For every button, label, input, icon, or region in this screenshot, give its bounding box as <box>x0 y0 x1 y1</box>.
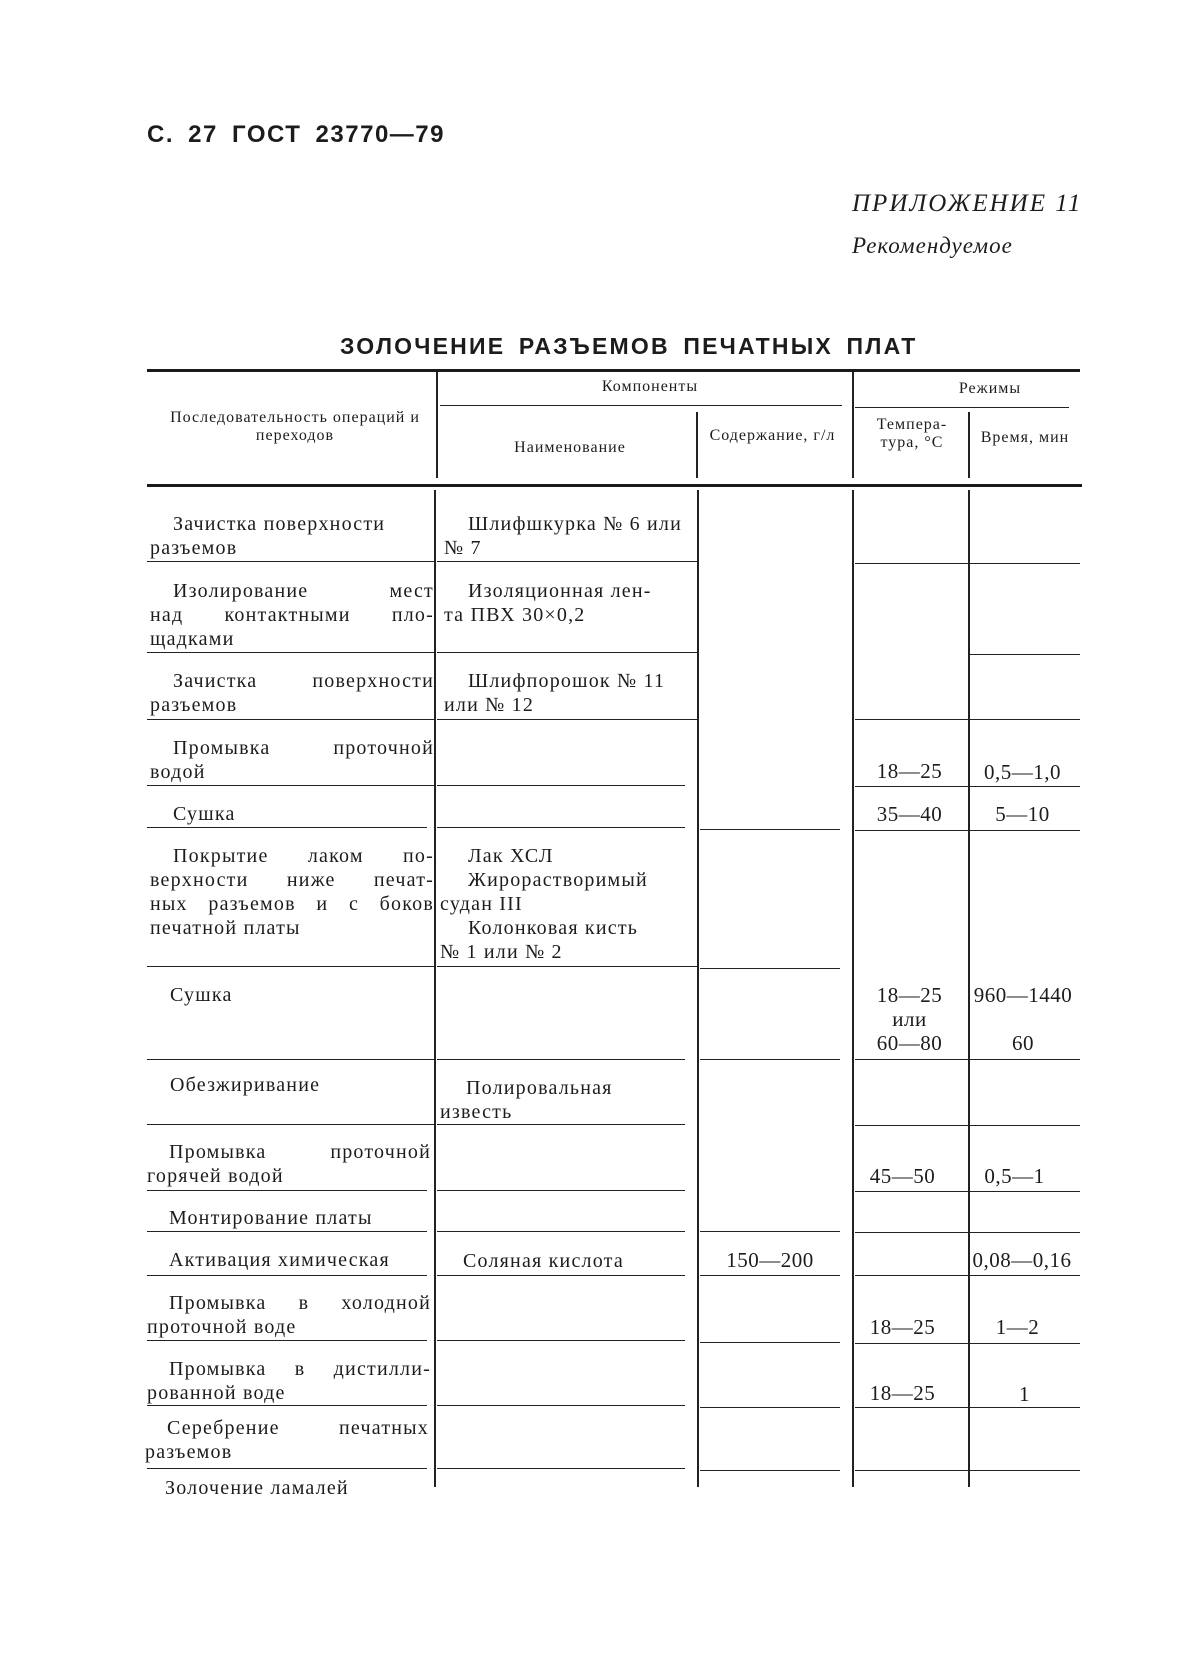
row-6-rule <box>700 968 840 969</box>
header-bottom-rule <box>147 484 1082 487</box>
operation-cell: Покрытие лаком по- верхности ниже печат- ных разъемов и с боков печатной платы <box>150 845 434 939</box>
temperature-cell: 18—25 <box>869 1381 936 1405</box>
header-components: Компоненты <box>601 378 699 395</box>
operation-cell: Сушка <box>173 803 236 825</box>
row-8-rule <box>437 1124 685 1125</box>
row-12-rule <box>855 1343 1080 1344</box>
row-9-rule <box>855 1191 1080 1192</box>
row-13-rule <box>437 1405 685 1406</box>
operation-cell: Зачистка поверхности разъемов <box>150 513 386 559</box>
row-7-rule <box>700 1059 840 1060</box>
body-divider-operations <box>434 490 436 1487</box>
component-cell: Соляная кислота <box>463 1250 624 1272</box>
row-3-rule <box>147 719 434 720</box>
row-6-rule <box>437 966 697 967</box>
temperature-cell: 18—25 или 60—80 <box>876 983 943 1055</box>
row-1-rule <box>855 563 1080 564</box>
time-cell: 0,5—1 <box>984 1164 1045 1188</box>
row-5-rule <box>437 827 685 828</box>
row-14-rule <box>437 1468 685 1469</box>
time-cell: 0,5—1,0 <box>984 760 1061 784</box>
row-12-rule <box>437 1340 685 1341</box>
temperature-cell: 45—50 <box>869 1164 936 1188</box>
row-9-rule <box>437 1190 685 1191</box>
recommended-label: Рекомендуемое <box>852 233 1013 258</box>
header-operations: Последовательность операций и переходов <box>170 409 420 444</box>
time-cell: 5—10 <box>995 802 1050 826</box>
row-1-rule <box>437 561 697 562</box>
row-3-rule <box>855 719 1080 720</box>
row-4-rule <box>855 786 1080 787</box>
operation-cell: Промывка в холодной проточной воде <box>147 1292 431 1338</box>
appendix-label: ПРИЛОЖЕНИЕ 11 <box>852 190 1083 217</box>
time-cell: 1—2 <box>995 1315 1040 1339</box>
row-14-rule <box>700 1470 840 1471</box>
row-5-rule <box>147 827 427 828</box>
row-2-rule <box>437 652 697 653</box>
row-2-rule <box>970 654 1080 655</box>
modes-underline <box>855 407 1069 408</box>
body-divider-content <box>697 490 699 1487</box>
row-13-rule <box>700 1407 840 1408</box>
component-cell: Полировальная известь <box>440 1077 613 1123</box>
component-cell: Шлифпорошок № 11 или № 12 <box>444 670 666 716</box>
row-9-rule <box>147 1190 427 1191</box>
row-10-rule <box>437 1231 685 1232</box>
component-cell: Шлифшкурка № 6 или № 7 <box>444 513 683 559</box>
header-modes: Режимы <box>958 380 1022 397</box>
row-13-rule <box>147 1405 427 1406</box>
component-cell: Изоляционная лен- та ПВХ 30×0,2 <box>444 580 652 626</box>
row-10-rule <box>855 1232 1080 1233</box>
row-12-rule <box>147 1340 427 1341</box>
row-14-rule <box>855 1470 1080 1471</box>
operation-cell: Обезжиривание <box>170 1074 321 1096</box>
operation-cell: Серебрение печатных разъемов <box>145 1417 429 1463</box>
header-temperature: Темпера- тура, °С <box>876 416 948 451</box>
operation-cell: Зачистка поверхности разъемов <box>150 670 434 716</box>
header-divider-time <box>968 412 970 478</box>
operation-cell: Золочение ламалей <box>165 1477 349 1499</box>
time-cell: 960—1440 60 <box>973 983 1073 1055</box>
row-8-rule <box>855 1125 1080 1126</box>
components-underline <box>440 405 842 406</box>
document-title: ЗОЛОЧЕНИЕ РАЗЪЕМОВ ПЕЧАТНЫХ ПЛАТ <box>340 333 918 359</box>
row-13-rule <box>855 1407 1080 1408</box>
header-divider-content <box>696 412 698 478</box>
row-12-rule <box>700 1342 840 1343</box>
operation-cell: Промывка проточной водой <box>150 737 434 783</box>
header-name: Наименование <box>514 439 626 456</box>
operation-cell: Промывка в дистилли- рованной воде <box>147 1358 431 1404</box>
header-time: Время, мин <box>980 429 1070 446</box>
row-8-rule <box>147 1124 434 1125</box>
time-cell: 1 <box>1019 1382 1030 1406</box>
temperature-cell: 18—25 <box>869 1315 936 1339</box>
temperature-cell: 35—40 <box>876 802 943 826</box>
row-14-rule <box>147 1468 427 1469</box>
time-cell: 0,08—0,16 <box>972 1248 1072 1272</box>
row-1-rule <box>147 561 434 562</box>
header-content: Содержание, г/л <box>709 427 836 444</box>
row-11-rule <box>700 1275 840 1276</box>
operation-cell: Активация химическая <box>169 1249 390 1271</box>
operation-cell: Промывка проточной горячей водой <box>147 1141 431 1187</box>
page-header: С. 27 ГОСТ 23770—79 <box>147 121 445 148</box>
operation-cell: Сушка <box>170 984 233 1006</box>
row-11-rule <box>147 1275 427 1276</box>
row-7-rule <box>147 1059 434 1060</box>
header-divider-operations <box>436 372 438 478</box>
row-4-rule <box>437 785 685 786</box>
header-divider-modes <box>852 372 854 478</box>
row-11-rule <box>437 1275 685 1276</box>
row-4-rule <box>147 785 434 786</box>
row-7-rule <box>437 1059 685 1060</box>
row-2-rule <box>147 652 434 653</box>
row-10-rule <box>700 1231 840 1232</box>
row-7-rule <box>855 1059 1080 1060</box>
row-3-rule <box>437 719 697 720</box>
temperature-cell: 18—25 <box>876 759 943 783</box>
row-6-rule <box>147 966 434 967</box>
component-cell: Лак ХСЛ Жирорастворимый судан III Колонковая кисть № 1 или № 2 <box>440 845 648 963</box>
content-cell: 150—200 <box>726 1248 814 1272</box>
row-10-rule <box>147 1231 427 1232</box>
row-5-rule <box>855 830 1080 831</box>
operation-cell: Монтирование платы <box>169 1207 373 1229</box>
row-11-rule <box>855 1275 1080 1276</box>
table-top-rule <box>147 369 1080 372</box>
operation-cell: Изолирование мест над контактными пло- щадками <box>150 580 434 650</box>
row-5-rule <box>700 829 840 830</box>
